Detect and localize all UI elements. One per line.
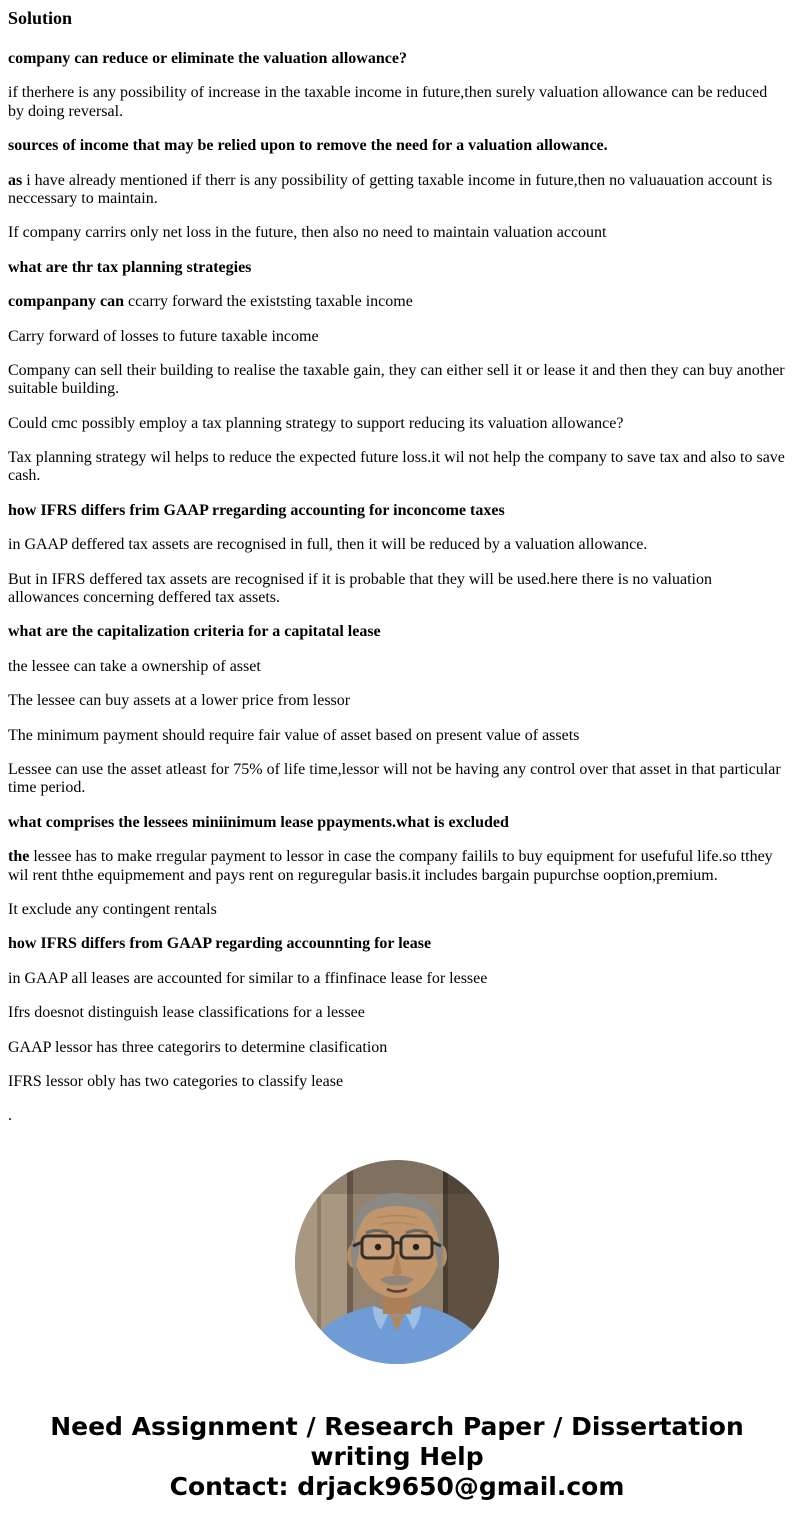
- section-heading: how IFRS differs from GAAP regarding accounnting for lease: [8, 935, 432, 953]
- footer-line: Contact: drjack9650@gmail.com: [169, 1471, 625, 1501]
- paragraph: in GAAP all leases are accounted for similar to a ffinfinace lease for lessee: [8, 969, 488, 987]
- section-heading: what are the capitalization criteria for a capitatal lease: [8, 623, 381, 641]
- paragraph: GAAP lessor has three categorirs to determine clasification: [8, 1038, 388, 1056]
- paragraph: .: [8, 1107, 12, 1125]
- lead-text: companpany can: [8, 293, 125, 311]
- paragraph: Ifrs doesnot distinguish lease classifications for a lessee: [8, 1004, 365, 1022]
- paragraph: Company can sell their building to realise the taxable gain, they can either sell it or lease it and then they can buy another suitable building.: [8, 361, 785, 398]
- eye-left: [375, 1243, 381, 1249]
- solution-body: [8, 50, 786, 1126]
- section-heading: what comprises the lessees miniinimum lease ppayments.what is excluded: [8, 813, 509, 831]
- avatar: [8, 1160, 786, 1364]
- paragraph: if therhere is any possibility of increase in the taxable income in future,then surely valuation allowance can be reduced by doing reversal.: [8, 84, 768, 120]
- paragraph: companpany can ccarry forward the existsting taxable income: [8, 293, 413, 311]
- section-heading: what are thr tax planning strategies: [8, 258, 252, 276]
- footer-line: writing Help: [310, 1441, 484, 1471]
- paragraph: as i have already mentioned if therr is any possibility of getting taxable income in future,then no valuauation account is neccessary to maintain.: [8, 171, 773, 207]
- paragraph: If company carrirs only net loss in the future, then also no need to maintain valuation account: [8, 224, 607, 242]
- paragraph: Could cmc possibly employ a tax planning strategy to support reducing its valuation allowance?: [8, 414, 624, 432]
- footer-line: Need Assignment / Research Paper / Dissertation: [50, 1411, 744, 1441]
- lead-text: as: [8, 171, 23, 189]
- footer-text: [8, 1412, 786, 1502]
- paragraph: in GAAP deffered tax assets are recognised in full, then it will be reduced by a valuation allowance.: [8, 536, 648, 554]
- paragraph: the lessee can take a ownership of asset: [8, 657, 261, 675]
- paragraph: the lessee has to make rregular payment to lessor in case the company failils to buy equipment for usefuful life.so tthey wil rent ththe equipmement and pays rent on reguregular basis.it includes bargain pupurchse ooption,premium.: [8, 848, 773, 884]
- page-title: Solution: [8, 8, 73, 28]
- eye-right: [413, 1243, 419, 1249]
- paragraph: Carry forward of losses to future taxable income: [8, 327, 319, 345]
- section-heading: sources of income that may be relied upon to remove the need for a valuation allowance.: [8, 137, 608, 155]
- paragraph: But in IFRS deffered tax assets are recognised if it is probable that they will be used.here there is no valuation allowances concerning deffered tax assets.: [8, 570, 712, 607]
- paragraph: It exclude any contingent rentals: [8, 900, 217, 918]
- paragraph: The minimum payment should require fair value of asset based on present value of assets: [8, 726, 580, 744]
- tutor-photo: [295, 1160, 499, 1364]
- paragraph: IFRS lessor obly has two categories to classify lease: [8, 1072, 344, 1090]
- section-heading: how IFRS differs frim GAAP rregarding accounting for inconcome taxes: [8, 501, 505, 519]
- paragraph: Lessee can use the asset atleast for 75% of life time,lessor will not be having any control over that asset in that particular time period.: [8, 760, 781, 797]
- section-heading: company can reduce or eliminate the valuation allowance?: [8, 50, 407, 67]
- paragraph: Tax planning strategy wil helps to reduce the expected future loss.it wil not help the company to save tax and also to save cash.: [8, 449, 785, 485]
- lead-text: the: [8, 848, 30, 866]
- paragraph: The lessee can buy assets at a lower price from lessor: [8, 692, 351, 710]
